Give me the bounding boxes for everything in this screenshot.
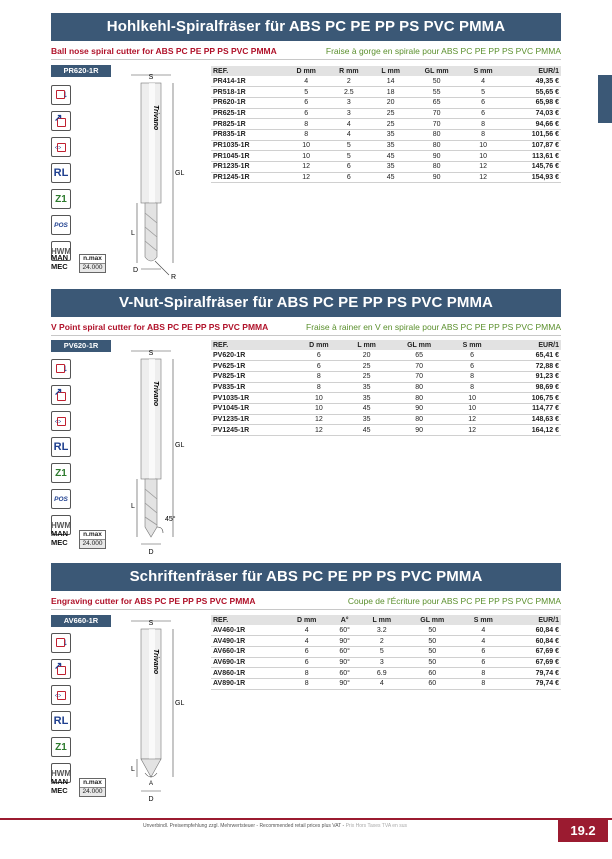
price-cell: 107,87 € (504, 140, 561, 151)
table-cell: 20 (370, 97, 411, 108)
section-engraving (51, 563, 561, 803)
table-cell: 12 (448, 425, 496, 436)
table-row (211, 403, 561, 414)
table-cell: 35 (370, 140, 411, 151)
table-row (211, 425, 561, 436)
table-cell: 35 (370, 129, 411, 140)
chapter-tab (598, 75, 612, 123)
price-cell: 60,84 € (506, 625, 561, 636)
product-code-badge: PV620-1R (51, 340, 111, 352)
table-cell: 14 (370, 76, 411, 87)
table-cell: 5 (328, 151, 371, 162)
table-cell: 10 (285, 151, 328, 162)
ref-cell: PR625-1R (211, 108, 285, 119)
section-title: Hohlkehl-Spiralfräser für ABS PC PE PP PS PVC PMMA (51, 13, 561, 41)
profile-cut-icon: ⇔ (51, 685, 71, 705)
table-cell: 8 (462, 119, 504, 130)
cutter-drawing (111, 341, 211, 556)
table-cell: 8 (285, 129, 328, 140)
subtitle-en: Ball nose spiral cutter for ABS PC PE PP PS PVC PMMA (51, 46, 277, 56)
table-cell: 80 (390, 414, 448, 425)
ref-cell: AV660-1R (211, 646, 283, 657)
table-cell: 5 (462, 87, 504, 98)
section-ball-nose (51, 13, 561, 280)
table-cell: 8 (462, 129, 504, 140)
table-row (211, 646, 561, 657)
table-cell: 65 (390, 350, 448, 361)
table-cell: 60 (404, 668, 460, 679)
table-cell: 35 (370, 162, 411, 173)
table-cell: 10 (285, 140, 328, 151)
side-cut-icon: ↗ (51, 659, 71, 679)
dim-s: S (148, 620, 154, 627)
table-cell: 12 (295, 425, 344, 436)
ref-cell: PV1245-1R (211, 425, 295, 436)
dim-r: R (171, 274, 177, 280)
product-code-badge: AV660-1R (51, 615, 111, 627)
table-row (211, 129, 561, 140)
table-cell: 4 (460, 625, 506, 636)
table-cell: 6 (448, 350, 496, 361)
price-cell: 67,69 € (506, 646, 561, 657)
table-cell: 8 (295, 371, 344, 382)
dim-d: D (133, 267, 139, 274)
price-cell: 74,03 € (504, 108, 561, 119)
ref-cell: PV1035-1R (211, 393, 295, 404)
ref-cell: PR825-1R (211, 119, 285, 130)
table-cell: 50 (411, 76, 462, 87)
ref-cell: AV890-1R (211, 678, 283, 689)
table-cell: 55 (411, 87, 462, 98)
dim-gl: GL (175, 442, 185, 449)
table-cell: 12 (448, 414, 496, 425)
price-cell: 55,65 € (504, 87, 561, 98)
table-row (211, 97, 561, 108)
max-rpm-box: n.max 24.000 (79, 778, 106, 797)
table-cell: 6 (462, 97, 504, 108)
dim-s: S (148, 74, 154, 81)
ref-cell: PR835-1R (211, 129, 285, 140)
table-cell: 35 (343, 414, 390, 425)
cutter-drawing (111, 615, 211, 805)
max-rpm-box: n.max 24.000 (79, 530, 106, 549)
right-left-icon: RL (51, 437, 71, 457)
table-cell: 10 (448, 403, 496, 414)
table-cell: 60 (404, 678, 460, 689)
table-cell: 45 (343, 425, 390, 436)
man-mec-label: MAN MEC (51, 777, 69, 795)
table-cell: 6 (285, 97, 328, 108)
price-cell: 67,69 € (506, 657, 561, 668)
table-cell: 6 (328, 162, 371, 173)
table-header: REF. D mm A° L mm GL mm S mm EUR/1 (213, 616, 559, 624)
table-cell: 8 (460, 668, 506, 679)
table-cell: 10 (462, 140, 504, 151)
table-cell: 8 (448, 382, 496, 393)
table-cell: 12 (462, 172, 504, 183)
spec-table (211, 615, 561, 690)
subtitle-fr: Coupe de l'Écriture pour ABS PC PE PP PS PVC PMMA (347, 596, 561, 606)
table-cell: 5 (328, 140, 371, 151)
table-row (211, 625, 561, 636)
price-cell: 65,41 € (496, 350, 561, 361)
brand-label: Trivano (152, 381, 159, 407)
subtitle-en: V Point spiral cutter for ABS PC PE PP PS PVC PMMA (51, 322, 269, 332)
page-number: 19.2 (558, 820, 608, 842)
table-cell: 25 (370, 119, 411, 130)
section-subtitle (51, 320, 561, 336)
man-mec-label: MAN MEC (51, 253, 69, 271)
hwm-material-icon: HWM (51, 515, 71, 535)
ref-cell: PR1045-1R (211, 151, 285, 162)
price-cell: 49,35 € (504, 76, 561, 87)
price-cell: 98,69 € (496, 382, 561, 393)
table-row (211, 162, 561, 173)
table-cell: 70 (390, 371, 448, 382)
table-cell: 5 (359, 646, 404, 657)
ref-cell: PV835-1R (211, 382, 295, 393)
table-cell: 60° (330, 668, 359, 679)
table-cell: 6 (448, 361, 496, 372)
price-cell: 94,66 € (504, 119, 561, 130)
subtitle-fr: Fraise à gorge en spirale pour ABS PC PE PP PS PVC PMMA (325, 46, 561, 56)
table-cell: 8 (460, 678, 506, 689)
table-cell: 6 (295, 361, 344, 372)
table-row (211, 382, 561, 393)
price-cell: 65,98 € (504, 97, 561, 108)
subtitle-fr: Fraise à rainer en V en spirale pour ABS PC PE PP PS PVC PMMA (306, 322, 561, 332)
table-cell: 3 (359, 657, 404, 668)
table-row (211, 108, 561, 119)
table-cell: 4 (283, 636, 330, 647)
ref-cell: PV1045-1R (211, 403, 295, 414)
table-cell: 90 (411, 151, 462, 162)
table-cell: 90 (390, 425, 448, 436)
table-cell: 25 (370, 108, 411, 119)
footer-rule (0, 818, 612, 820)
table-row (211, 87, 561, 98)
table-row (211, 393, 561, 404)
table-cell: 12 (285, 162, 328, 173)
price-cell: 101,56 € (504, 129, 561, 140)
section-v-point (51, 289, 561, 556)
table-row (211, 151, 561, 162)
table-row (211, 140, 561, 151)
table-header: REF. D mm R mm L mm GL mm S mm EUR/1 (213, 67, 559, 75)
table-header: REF. D mm L mm GL mm S mm EUR/1 (213, 341, 559, 349)
positive-spiral-icon: POS (51, 489, 71, 509)
table-cell: 6 (328, 172, 371, 183)
right-left-icon: RL (51, 163, 71, 183)
price-cell: 113,61 € (504, 151, 561, 162)
table-cell: 10 (295, 403, 344, 414)
table-cell: 12 (285, 172, 328, 183)
table-cell: 6 (285, 108, 328, 119)
table-row (211, 76, 561, 87)
max-rpm-box: n.max 24.000 (79, 254, 106, 273)
table-cell: 80 (390, 393, 448, 404)
hwm-material-icon: HWM (51, 763, 71, 783)
table-cell: 10 (448, 393, 496, 404)
table-cell: 45 (370, 151, 411, 162)
section-subtitle (51, 594, 561, 610)
table-cell: 4 (462, 76, 504, 87)
table-cell: 8 (283, 678, 330, 689)
dim-gl: GL (175, 700, 185, 707)
price-cell: 114,77 € (496, 403, 561, 414)
side-cut-icon: ↗ (51, 111, 71, 131)
cutter-drawing (111, 65, 211, 280)
price-cell: 154,93 € (504, 172, 561, 183)
table-row (211, 678, 561, 689)
side-cut-icon: ↗ (51, 385, 71, 405)
section-title: Schriftenfräser für ABS PC PE PP PS PVC PMMA (51, 563, 561, 591)
table-cell: 6 (283, 657, 330, 668)
table-cell: 80 (411, 140, 462, 151)
table-cell: 12 (295, 414, 344, 425)
table-cell: 70 (411, 108, 462, 119)
plunge-icon: ↓ (51, 85, 71, 105)
table-cell: 80 (411, 129, 462, 140)
price-cell: 91,23 € (496, 371, 561, 382)
price-cell: 79,74 € (506, 678, 561, 689)
plunge-icon: ↓ (51, 633, 71, 653)
table-cell: 80 (390, 382, 448, 393)
table-cell: 90° (330, 657, 359, 668)
price-cell: 148,63 € (496, 414, 561, 425)
man-mec-label: MAN MEC (51, 529, 69, 547)
table-cell: 65 (411, 97, 462, 108)
ref-cell: PV625-1R (211, 361, 295, 372)
table-cell: 6 (283, 646, 330, 657)
table-cell: 2 (359, 636, 404, 647)
dim-d: D (148, 796, 154, 803)
section-title: V-Nut-Spiralfräser für ABS PC PE PP PS PVC PMMA (51, 289, 561, 317)
property-icons (51, 359, 77, 541)
dim-angle: 45° (165, 516, 176, 523)
dim-gl: GL (175, 170, 185, 177)
table-cell: 4 (359, 678, 404, 689)
dim-l: L (131, 230, 135, 237)
ref-cell: AV460-1R (211, 625, 283, 636)
ref-cell: PR414-1R (211, 76, 285, 87)
ref-cell: PR1035-1R (211, 140, 285, 151)
positive-spiral-icon: POS (51, 215, 71, 235)
plunge-icon: ↓ (51, 359, 71, 379)
flutes-icon: Z1 (51, 737, 71, 757)
spec-table (211, 66, 561, 183)
dim-l: L (131, 503, 135, 510)
ref-cell: AV860-1R (211, 668, 283, 679)
table-cell: 3.2 (359, 625, 404, 636)
price-cell: 106,75 € (496, 393, 561, 404)
table-cell: 25 (343, 371, 390, 382)
right-left-icon: RL (51, 711, 71, 731)
ref-cell: PR1245-1R (211, 172, 285, 183)
price-cell: 79,74 € (506, 668, 561, 679)
table-cell: 50 (404, 625, 460, 636)
table-cell: 45 (343, 403, 390, 414)
subtitle-en: Engraving cutter for ABS PC PE PP PS PVC PMMA (51, 596, 256, 606)
table-cell: 25 (343, 361, 390, 372)
table-cell: 6.9 (359, 668, 404, 679)
table-cell: 3 (328, 97, 371, 108)
table-cell: 35 (343, 393, 390, 404)
table-cell: 8 (283, 668, 330, 679)
property-icons (51, 85, 77, 267)
table-cell: 50 (404, 657, 460, 668)
footer-note: Unverbindl. Preisempfehlung zzgl. Mehrwertsteuer - Recommended retail prices plus VAT - Prix Hors Taxes TVA en sus (142, 823, 408, 829)
table-cell: 5 (285, 87, 328, 98)
table-cell: 90° (330, 678, 359, 689)
table-row (211, 119, 561, 130)
table-cell: 50 (404, 636, 460, 647)
table-cell: 8 (285, 119, 328, 130)
table-cell: 18 (370, 87, 411, 98)
table-cell: 6 (460, 657, 506, 668)
profile-cut-icon: ⇔ (51, 411, 71, 431)
ref-cell: PV825-1R (211, 371, 295, 382)
table-cell: 3 (328, 108, 371, 119)
dim-angle: A (148, 781, 154, 787)
table-cell: 4 (328, 129, 371, 140)
table-cell: 50 (404, 646, 460, 657)
price-cell: 164,12 € (496, 425, 561, 436)
section-subtitle (51, 44, 561, 60)
table-cell: 70 (411, 119, 462, 130)
table-cell: 10 (462, 151, 504, 162)
table-cell: 20 (343, 350, 390, 361)
table-cell: 8 (295, 382, 344, 393)
table-cell: 2 (328, 76, 371, 87)
table-row (211, 668, 561, 679)
flutes-icon: Z1 (51, 463, 71, 483)
table-cell: 8 (448, 371, 496, 382)
price-cell: 72,88 € (496, 361, 561, 372)
table-row (211, 371, 561, 382)
flutes-icon: Z1 (51, 189, 71, 209)
table-cell: 80 (411, 162, 462, 173)
table-cell: 4 (328, 119, 371, 130)
table-cell: 10 (295, 393, 344, 404)
table-row (211, 657, 561, 668)
table-cell: 4 (460, 636, 506, 647)
table-cell: 2.5 (328, 87, 371, 98)
hwm-material-icon: HWM (51, 241, 71, 261)
dim-d: D (148, 549, 154, 556)
table-cell: 90 (390, 403, 448, 414)
table-row (211, 361, 561, 372)
ref-cell: PR1235-1R (211, 162, 285, 173)
price-cell: 60,84 € (506, 636, 561, 647)
profile-cut-icon: ⇔ (51, 137, 71, 157)
table-cell: 45 (370, 172, 411, 183)
brand-label: Trivano (152, 649, 159, 675)
ref-cell: PV620-1R (211, 350, 295, 361)
ref-cell: PR518-1R (211, 87, 285, 98)
table-cell: 12 (462, 162, 504, 173)
property-icons (51, 633, 77, 789)
table-row (211, 636, 561, 647)
product-code-badge: PR620-1R (51, 65, 111, 77)
table-cell: 70 (390, 361, 448, 372)
table-cell: 4 (285, 76, 328, 87)
spec-table (211, 340, 561, 436)
table-cell: 60° (330, 625, 359, 636)
dim-s: S (148, 350, 154, 357)
ref-cell: AV490-1R (211, 636, 283, 647)
table-cell: 6 (295, 350, 344, 361)
table-cell: 60° (330, 646, 359, 657)
table-row (211, 172, 561, 183)
table-row (211, 350, 561, 361)
table-cell: 90 (411, 172, 462, 183)
table-cell: 4 (283, 625, 330, 636)
brand-label: Trivano (152, 105, 159, 131)
table-cell: 6 (460, 646, 506, 657)
table-row (211, 414, 561, 425)
price-cell: 145,76 € (504, 162, 561, 173)
ref-cell: PV1235-1R (211, 414, 295, 425)
ref-cell: PR620-1R (211, 97, 285, 108)
dim-l: L (131, 766, 135, 773)
table-cell: 90° (330, 636, 359, 647)
table-cell: 6 (462, 108, 504, 119)
table-cell: 35 (343, 382, 390, 393)
ref-cell: AV690-1R (211, 657, 283, 668)
